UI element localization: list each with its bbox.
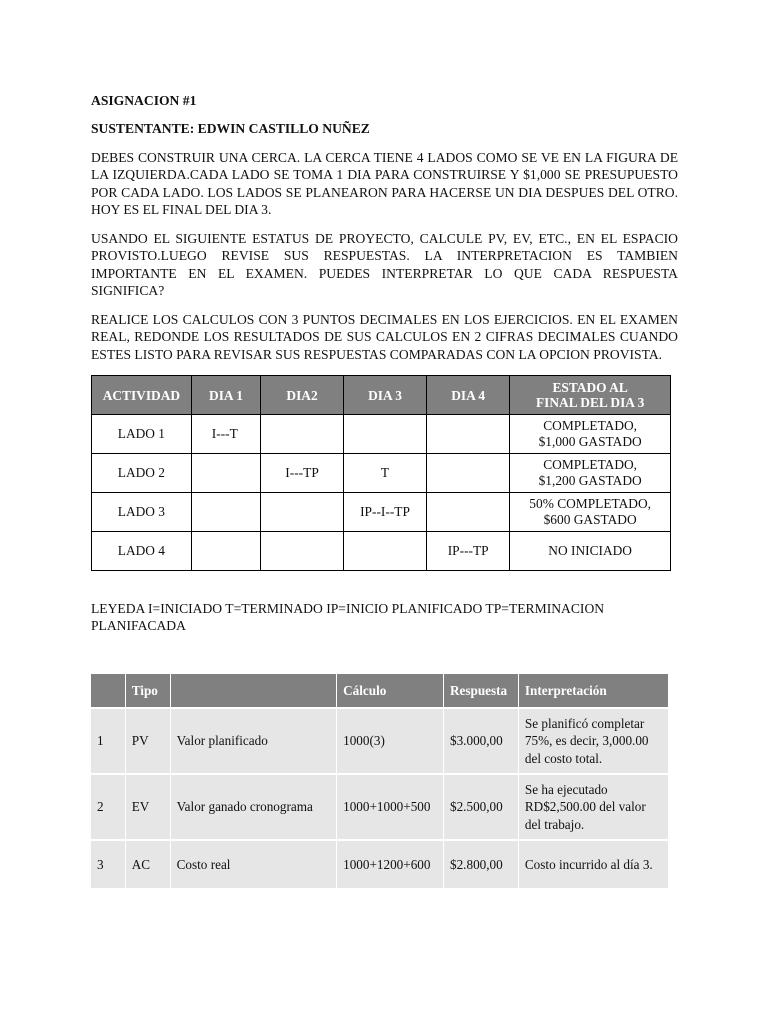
student-name: SUSTENTANTE: EDWIN CASTILLO NUÑEZ [91,121,370,136]
cell-respuesta: $3.000,00 [443,708,518,774]
cell-dia1: I---T [191,415,260,454]
estado-line1: COMPLETADO, [543,457,638,472]
table-row [92,493,671,532]
header-estado-line1: ESTADO AL [552,380,628,395]
table-row [91,774,668,840]
cell-interpretacion: Se planificó completar 75%, es decir, 3,000.00 del costo total. [518,708,668,774]
cell-dia3 [343,532,426,571]
header-tipo: Tipo [125,674,170,708]
cell-dia1 [191,493,260,532]
cell-actividad: LADO 1 [92,415,192,454]
estado-line1: 50% COMPLETADO, [529,496,651,511]
header-description [170,674,336,708]
calc-table-header-row [91,674,668,708]
cell-calculo: 1000+1200+600 [337,840,444,888]
cell-respuesta: $2.800,00 [443,840,518,888]
paragraph-decimals: REALICE LOS CALCULOS CON 3 PUNTOS DECIMALES EN LOS EJERCICIOS. EN EL EXAMEN REAL, REDONDE LOS RESULTADOS DE SUS CALCULOS EN 2 CIFRAS DECIMALES CUANDO ESTES LISTO PARA REVISAR SUS RESPUESTAS COMPARADAS CON LA OPCION PROVISTA. [91,312,678,362]
cell-calculo: 1000(3) [337,708,444,774]
header-number [91,674,125,708]
header-interpretacion: Interpretación [518,674,668,708]
header-dia3: DIA 3 [343,376,426,415]
cell-dia4 [427,493,510,532]
cell-dia2 [261,532,344,571]
table-row [92,415,671,454]
cell-actividad: LADO 3 [92,493,192,532]
cell-dia1 [191,454,260,493]
estado-line2: $600 GASTADO [543,512,637,527]
cell-dia3: T [343,454,426,493]
cell-dia4: IP---TP [427,532,510,571]
cell-number: 3 [91,840,125,888]
cell-calculo: 1000+1000+500 [337,774,444,840]
cell-dia2: I---TP [261,454,344,493]
cell-dia2 [261,493,344,532]
table-row [92,454,671,493]
cell-description: Valor ganado cronograma [170,774,336,840]
header-estado [510,376,671,415]
table-row [91,708,668,774]
cell-description: Valor planificado [170,708,336,774]
cell-dia2 [261,415,344,454]
cell-dia3: IP--I--TP [343,493,426,532]
status-table-header-row [92,376,671,415]
header-dia1: DIA 1 [191,376,260,415]
cell-dia4 [427,415,510,454]
cell-dia3 [343,415,426,454]
estado-line2: $1,000 GASTADO [538,434,642,449]
cell-description: Costo real [170,840,336,888]
cell-estado [510,415,671,454]
cell-number: 1 [91,708,125,774]
header-estado-line2: FINAL DEL DIA 3 [536,395,645,410]
table-row [91,840,668,888]
cell-estado [510,493,671,532]
header-calculo: Cálculo [337,674,444,708]
header-respuesta: Respuesta [443,674,518,708]
cell-dia1 [191,532,260,571]
cell-interpretacion: Se ha ejecutado RD$2,500.00 del valor del trabajo. [518,774,668,840]
legend-text: LEYEDA I=INICIADO T=TERMINADO IP=INICIO PLANIFICADO TP=TERMINACION PLANIFACADA [91,601,605,634]
paragraph-status-request: USANDO EL SIGUIENTE ESTATUS DE PROYECTO, CALCULE PV, EV, ETC., EN EL ESPACIO PROVISTO.LUEGO REVISE SUS RESPUESTAS. LA INTERPRETACION ES TAMBIEN IMPORTANTE EN EL EXAMEN. PUEDES INTERPRETAR LO QUE CADA RESPUESTA SIGNIFICA? [91,231,678,299]
cell-tipo: EV [125,774,170,840]
cell-actividad: LADO 4 [92,532,192,571]
cell-estado [510,532,671,571]
estado-line1: NO INICIADO [548,543,632,558]
table-row [92,532,671,571]
cell-dia4 [427,454,510,493]
header-dia2: DIA2 [261,376,344,415]
project-status-table [91,375,671,571]
header-dia4: DIA 4 [427,376,510,415]
paragraph-instructions: DEBES CONSTRUIR UNA CERCA. LA CERCA TIENE 4 LADOS COMO SE VE EN LA FIGURA DE LA IZQUIERDA.CADA LADO SE TOMA 1 DIA PARA CONSTRUIRSE Y $1,000 SE PRESUPUESTO POR CADA LADO. LOS LADOS SE PLANEARON PARA HACERSE UN DIA DESPUES DEL OTRO. HOY ES EL FINAL DEL DIA 3. [91,150,678,218]
cell-estado [510,454,671,493]
cell-tipo: AC [125,840,170,888]
calculation-table [91,674,668,888]
cell-tipo: PV [125,708,170,774]
cell-actividad: LADO 2 [92,454,192,493]
cell-number: 2 [91,774,125,840]
header-actividad: ACTIVIDAD [92,376,192,415]
assignment-title: ASIGNACION #1 [91,93,197,108]
cell-respuesta: $2.500,00 [443,774,518,840]
estado-line2: $1,200 GASTADO [538,473,642,488]
cell-interpretacion: Costo incurrido al día 3. [518,840,668,888]
estado-line1: COMPLETADO, [543,418,638,433]
